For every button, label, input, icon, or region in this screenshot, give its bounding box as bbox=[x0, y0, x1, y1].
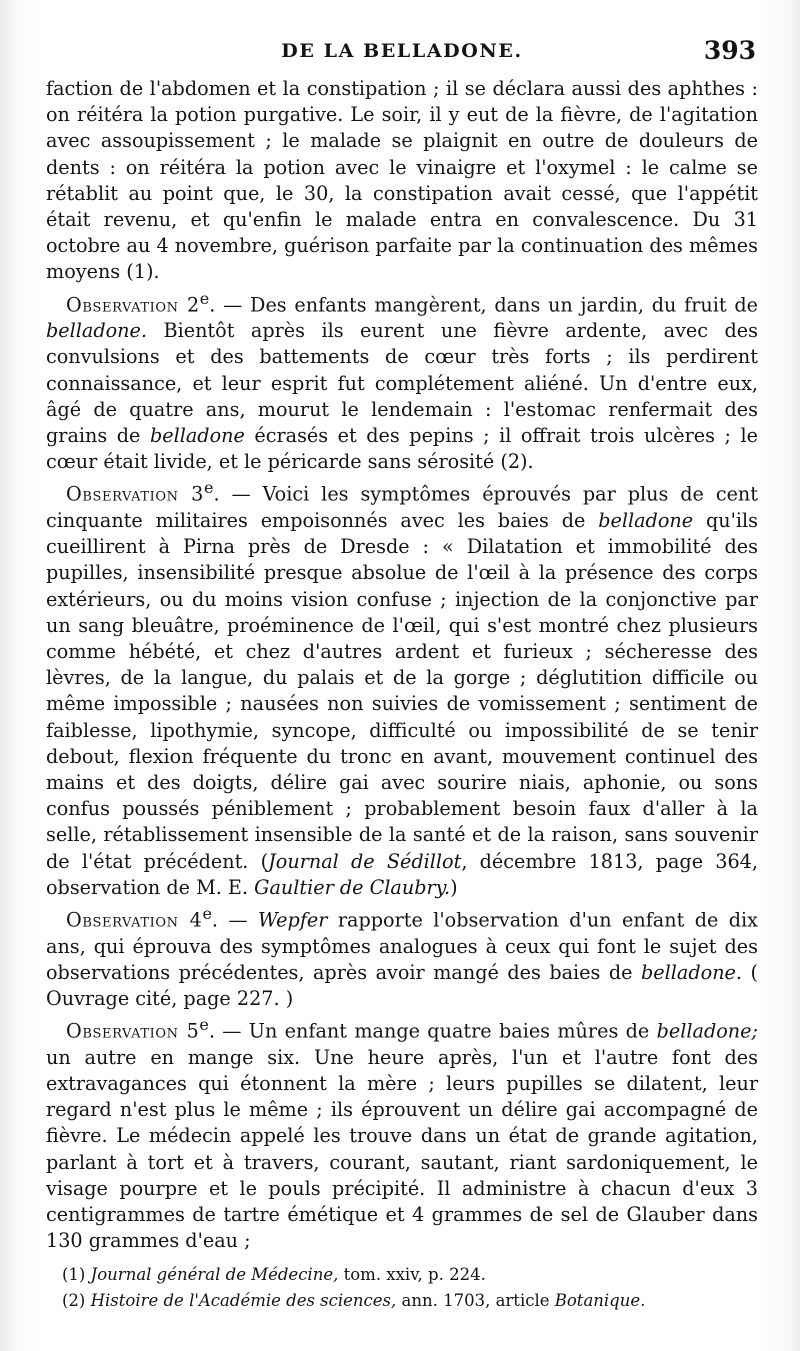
footnote-rest: ann. 1703, article bbox=[396, 1291, 555, 1310]
italic-term: belladone; bbox=[656, 1019, 758, 1043]
text-run: un autre en mange six. Une heure après, l'un et l'autre font des extravagances qui étonnent la mère ; leurs pupilles se dilatent, leur regard n'est plus le même ; ils éprouvent un délire gai accompagné de fièvre. Le médecin appelé les trouve dans un état de grande agitation, parlant à tort et à travers, courant, sautant, riant sardoniquement, le visage pourpre et le pouls précipité. Il administre à chacun d'eux 3 centigrammes de tartre émétique et 4 grammes de sel de Glauber dans 130 grammes d'eau ; bbox=[46, 1045, 758, 1253]
text-run: qu'ils cueillirent à Pirna près de Dresde : « Dilatation et immobilité des pupilles, insensibilité presque absolue de l'œil à la présence des corps extérieurs, ou du moins vision confuse ; injection de la conjonctive par un sang bleuâtre, proéminence de l'œil, qui s'est montré chez plusieurs comme hébété, et chez d'autres ardent et furieux ; sécheresse des lèvres, de la langue, du palais et de la gorge ; déglutition difficile ou même impossible ; nausées non suivies de vomissement ; sentiment de faiblesse, lipothymie, syncope, difficulté ou impossibilité de se tenir debout, flexion fréquente du tronc en avant, mouvement continuel des mains et des doigts, délire gai avec sourire niais, aphonie, ou sons confus poussés péniblement ; probablement besoin faux d'aller à la selle, rétablissement insensible de la santé et de la raison, sans souvenir de l'état précédent. ( bbox=[46, 509, 758, 873]
footnote-source: Journal général de Médecine, bbox=[90, 1265, 339, 1284]
text-run: Bientôt après ils eurent une fièvre ardente, avec des convulsions et des battements de cœur très forts ; ils perdirent connaissance, et leur esprit fut complétement aliéné. Un d'entre eux, âgé de quatre ans, mourut le lendemain : l'estomac renfermait des grains de bbox=[46, 319, 758, 448]
running-header bbox=[48, 36, 756, 70]
ordinal-superscript: e bbox=[199, 1015, 209, 1035]
footnote-source: Histoire de l'Académie des sciences, bbox=[90, 1291, 397, 1310]
italic-term: belladone. bbox=[46, 319, 147, 343]
footnote-source-2: Botanique. bbox=[554, 1291, 646, 1310]
text-run: ( Ouvrage cité, page 227. ) bbox=[46, 960, 758, 1011]
footnote-2 bbox=[62, 1288, 762, 1314]
text-run: . — Des enfants mangèrent, dans un jardin, du fruit de bbox=[209, 293, 758, 317]
body-text bbox=[46, 76, 758, 1255]
italic-term: belladone bbox=[598, 509, 694, 533]
observation-5-paragraph bbox=[46, 1012, 758, 1254]
text-run: , décembre 1813, page 364, observation de M. E. bbox=[46, 849, 758, 899]
ordinal-superscript: e bbox=[199, 288, 210, 308]
observation-label: Observation 2 bbox=[66, 293, 200, 317]
footnote-rest: tom. xxiv, p. 224. bbox=[338, 1265, 486, 1284]
observation-label: Observation 3 bbox=[66, 482, 204, 506]
ordinal-superscript: e bbox=[203, 478, 214, 498]
paragraph-continuation bbox=[46, 76, 758, 286]
footnotes bbox=[62, 1262, 762, 1314]
text-run: faction de l'abdomen et la constipation ; il se déclara aussi des aphthes : on réitéra la potion purgative. Le soir, il y eut de la fièvre, de l'agitation avec assoupissement ; le malade se plaignit en outre de douleurs de dents : on réitéra la potion avec le vinaigre et l'oxymel : le calme se rétablit au point que, le 30, la constipation avait cessé, que l'appétit était revenu, et qu'enfin le malade entra en convalescence. Du 31 octobre au 4 novembre, guérison parfaite par la continuation des mêmes moyens (1). bbox=[46, 77, 758, 284]
page-number: 393 bbox=[703, 36, 756, 65]
observation-3-paragraph bbox=[46, 475, 758, 901]
text-run: ) bbox=[450, 875, 458, 899]
footnote-mark: (2) bbox=[62, 1291, 86, 1310]
text-run: rapporte l'observation d'un enfant de dix ans, qui éprouva des symptômes analogues à ceux qui font le sujet des observations précédentes, après avoir mangé des baies de bbox=[46, 908, 758, 984]
italic-term: belladone. bbox=[641, 960, 743, 984]
italic-term: Wepfer bbox=[258, 908, 328, 932]
observation-label: Observation 5 bbox=[66, 1019, 200, 1043]
text-run: . — bbox=[211, 908, 259, 932]
observation-label: Observation 4 bbox=[66, 908, 203, 932]
italic-term: Journal de Sédillot bbox=[268, 849, 462, 873]
ordinal-superscript: e bbox=[202, 904, 212, 924]
observation-2-paragraph bbox=[46, 286, 758, 476]
running-title: DE LA BELLADONE. bbox=[281, 40, 523, 62]
footnote-1 bbox=[62, 1262, 762, 1288]
text-run: . — Un enfant mange quatre baies mûres de bbox=[208, 1019, 657, 1043]
italic-term: Gaultier de Claubry. bbox=[254, 875, 451, 899]
footnote-mark: (1) bbox=[62, 1265, 86, 1284]
observation-4-paragraph bbox=[46, 901, 758, 1012]
text-run: écrasés et des pepins ; il offrait trois ulcères ; le cœur était livide, et le péricarde sans sérosité (2). bbox=[46, 424, 758, 474]
italic-term: belladone bbox=[149, 424, 245, 448]
text-run: . — Voici les symptômes éprouvés par plus de cent cinquante militaires empoisonnés avec les baies de bbox=[46, 482, 758, 533]
